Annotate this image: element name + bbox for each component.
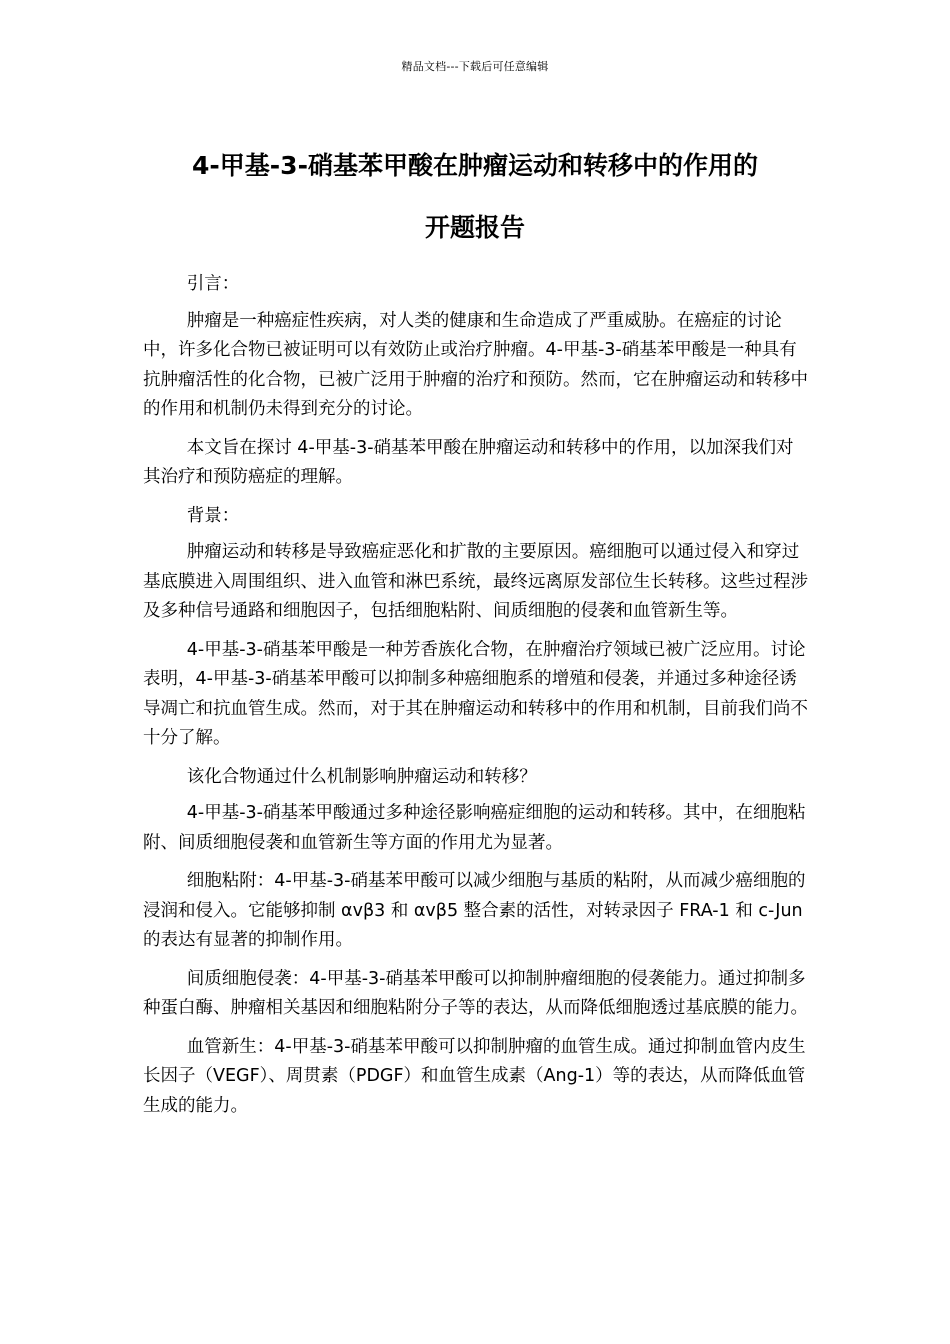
title-line-1: 4-甲基-3-硝基苯甲酸在肿瘤运动和转移中的作用的	[192, 151, 758, 180]
document-title	[140, 135, 810, 259]
section-heading-background: 背景：	[186, 505, 240, 526]
paragraph: 肿瘤运动和转移是导致癌症恶化和扩散的主要原因。癌细胞可以通过侵入和穿过基底膜进入周围组织、进入血管和淋巴系统，最终远离原发部位生长转移。这些过程涉及多种信号通路和细胞因子，包括细胞粘附、间质细胞的侵袭和血管新生等。	[143, 542, 808, 621]
paragraph: 4-甲基-3-硝基苯甲酸是一种芳香族化合物，在肿瘤治疗领域已被广泛应用。讨论表明，4-甲基-3-硝基苯甲酸可以抑制多种癌细胞系的增殖和侵袭，并通过多种途径诱导凋亡和抗血管生成。然而，对于其在肿瘤运动和转移中的作用和机制，目前我们尚不十分了解。	[143, 639, 808, 748]
section-heading-introduction: 引言：	[186, 274, 240, 294]
document-body	[143, 270, 811, 1130]
paragraph: 细胞粘附：4-甲基-3-硝基苯甲酸可以减少细胞与基质的粘附，从而减少癌细胞的浸润和侵入。它能够抑制 αvβ3 和 αvβ5 整合素的活性，对转录因子 FRA-1 和 c-Jun 的表达有显著的抑制作用。	[143, 871, 806, 950]
paragraph: 4-甲基-3-硝基苯甲酸通过多种途径影响癌症细胞的运动和转移。其中，在细胞粘附、间质细胞侵袭和血管新生等方面的作用尤为显著。	[143, 803, 806, 853]
paragraph: 肿瘤是一种癌症性疾病，对人类的健康和生命造成了严重威胁。在癌症的讨论中，许多化合物已被证明可以有效防止或治疗肿瘤。4-甲基-3-硝基苯甲酸是一种具有抗肿瘤活性的化合物，已被广泛用于肿瘤的治疗和预防。然而，它在肿瘤运动和转移中的作用和机制仍未得到充分的讨论。	[143, 310, 808, 419]
page-header-note: 精品文档---下载后可任意编辑	[401, 60, 549, 73]
paragraph: 本文旨在探讨 4-甲基-3-硝基苯甲酸在肿瘤运动和转移中的作用，以加深我们对其治疗和预防癌症的理解。	[143, 437, 794, 487]
section-question: 该化合物通过什么机制影响肿瘤运动和转移？	[186, 766, 537, 787]
title-line-2: 开题报告	[424, 213, 525, 242]
paragraph: 间质细胞侵袭：4-甲基-3-硝基苯甲酸可以抑制肿瘤细胞的侵袭能力。通过抑制多种蛋白酶、肿瘤相关基因和细胞粘附分子等的表达，从而降低细胞透过基底膜的能力。	[143, 968, 808, 1018]
paragraph: 血管新生：4-甲基-3-硝基苯甲酸可以抑制肿瘤的血管生成。通过抑制血管内皮生长因子（VEGF）、周贯素（PDGF）和血管生成素（Ang-1）等的表达，从而降低血管生成的能力。	[143, 1036, 806, 1116]
